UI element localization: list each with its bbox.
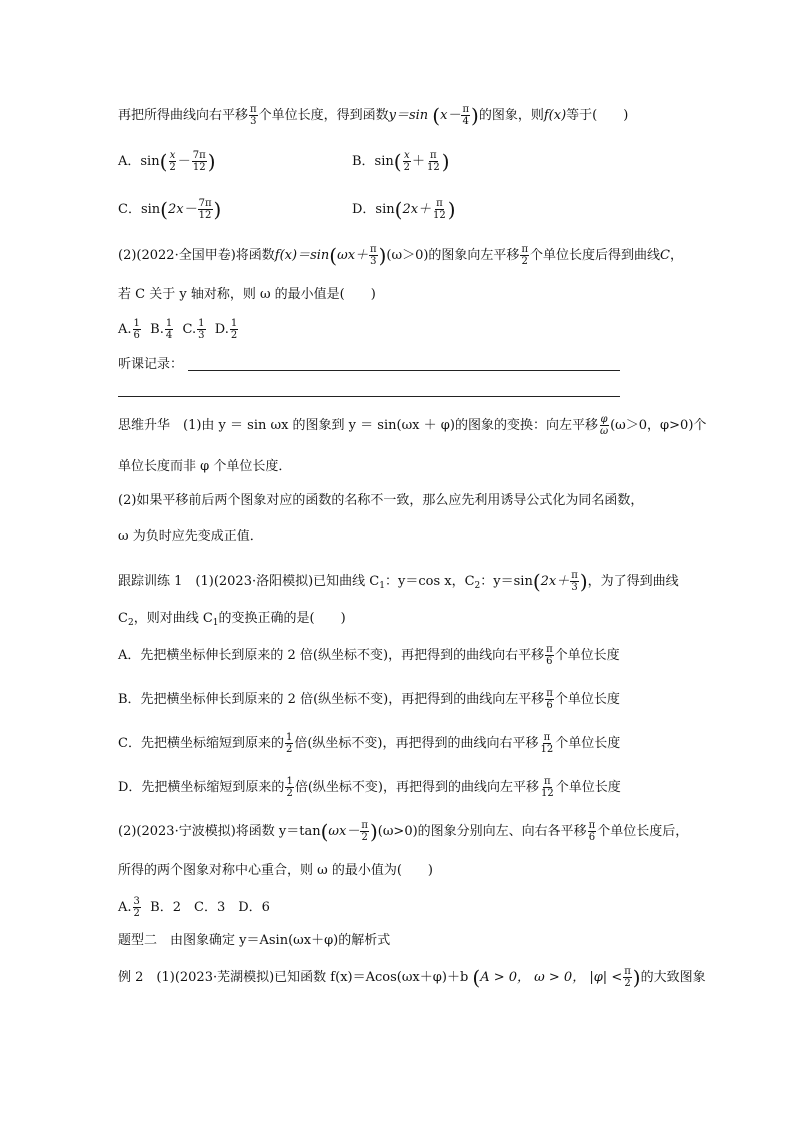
practice-option-d[interactable]: D．先把横坐标缩短到原来的 $\frac{1}{2}$ 倍(纵坐标不变)，再把得到的曲线向左平移 $\frac{\pi}{12}$ 个单位长度 [118, 776, 621, 799]
q1-option-a[interactable]: A．sin( $\frac{x}{2}$ － $\frac{7\pi}{12}$ ) [118, 149, 216, 174]
q3-options[interactable]: A. $\frac{3}{2}$ B．2 C．3 D．6 [118, 896, 270, 919]
q1-stem: 再把所得曲线向右平移 $\frac{\pi}{3}$ 个单位长度，得到函数y＝sin (x－ $\frac{\pi}{4}$ )的图象，则f(x)等于( ) [118, 103, 629, 128]
example2-line1: 例 2 (1)(2023·芜湖模拟)已知函数 f(x)＝Acos(ωx＋φ)＋b (A > 0， ω > 0， |φ| < $\frac{\pi}{2}$ )的大致图象 [118, 965, 706, 990]
section-title-type2: 题型二 由图象确定 y＝Asin(ωx＋φ)的解析式 [118, 933, 391, 948]
practice-option-b[interactable]: B．先把横坐标伸长到原来的 2 倍(纵坐标不变)，再把得到的曲线向左平移 $\frac{\pi}{6}$ 个单位长度 [118, 688, 620, 711]
practice-option-a[interactable]: A．先把横坐标伸长到原来的 2 倍(纵坐标不变)，再把得到的曲线向右平移 $\frac{\pi}{6}$ 个单位长度 [118, 644, 620, 667]
q3-stem-line1: (2)(2023·宁波模拟)将函数 y＝tan(ωx－ $\frac{\pi}{2}$ )(ω>0)的图象分别向左、向右各平移 $\frac{\pi}{6}$ 个单位长度后， [118, 819, 689, 844]
summary-line3: (2)如果平移前后两个图象对应的函数的名称不一致，那么应先利用诱导公式化为同名函数， [118, 493, 644, 508]
q2-option-d[interactable]: D. $\frac{1}{2}$ [214, 318, 238, 341]
q2-option-a[interactable]: A. $\frac{1}{6}$ [118, 318, 140, 341]
notes-line-1[interactable] [188, 370, 620, 371]
q1-option-b[interactable]: B．sin( $\frac{x}{2}$ ＋ $\frac{\pi}{12}$ ) [352, 149, 450, 174]
q2-option-c[interactable]: C. $\frac{1}{3}$ [182, 318, 205, 341]
summary-line2: 单位长度而非 φ 个单位长度． [118, 459, 292, 474]
notes-label: 听课记录： [118, 357, 184, 372]
practice-line1: 跟踪训练 1 (1)(2023·洛阳模拟)已知曲线 $C_1$：y＝cos x，$C_2$：y＝sin(2x＋ $\frac{\pi}{3}$ )，为了得到曲线 [118, 569, 679, 594]
q2-stem-line1: (2)(2022·全国甲卷)将函数f(x)＝sin(ωx＋ $\frac{\pi}{3}$ )(ω＞0)的图象向左平移 $\frac{\pi}{2}$ 个单位长度后得到曲线C， [118, 243, 683, 268]
practice-line2: $C_2$，则对曲线 $C_1$的变换正确的是( ) [118, 611, 346, 628]
practice-option-c[interactable]: C．先把横坐标缩短到原来的 $\frac{1}{2}$ 倍(纵坐标不变)，再把得到的曲线向右平移 $\frac{\pi}{12}$ 个单位长度 [118, 732, 621, 755]
q2-options [118, 318, 239, 341]
q3-stem-line2: 所得的两个图象对称中心重合，则 ω 的最小值为( ) [118, 863, 434, 878]
frac-pi-3: $\frac{\pi}{3}$ [250, 104, 257, 127]
q1-option-c[interactable]: C．sin(2x－ $\frac{7\pi}{12}$ ) [118, 197, 222, 222]
summary-line1: 思维升华 (1)由 y ＝ sin ωx 的图象到 y ＝ sin(ωx ＋ φ)的图象的变换：向左平移 $\frac{\varphi}{\omega}$ (ω＞0，φ>0)个 [118, 414, 707, 437]
notes-line-2[interactable] [118, 396, 620, 397]
frac-pi-4: $\frac{\pi}{4}$ [462, 104, 470, 127]
q2-stem-line2: 若 C 关于 y 轴对称，则 ω 的最小值是( ) [118, 287, 376, 302]
q1-option-d[interactable]: D．sin(2x＋ $\frac{\pi}{12}$ ) [352, 197, 456, 222]
summary-line4: ω 为负时应先变成正值． [118, 529, 263, 544]
q2-option-b[interactable]: B. $\frac{1}{4}$ [150, 318, 173, 341]
